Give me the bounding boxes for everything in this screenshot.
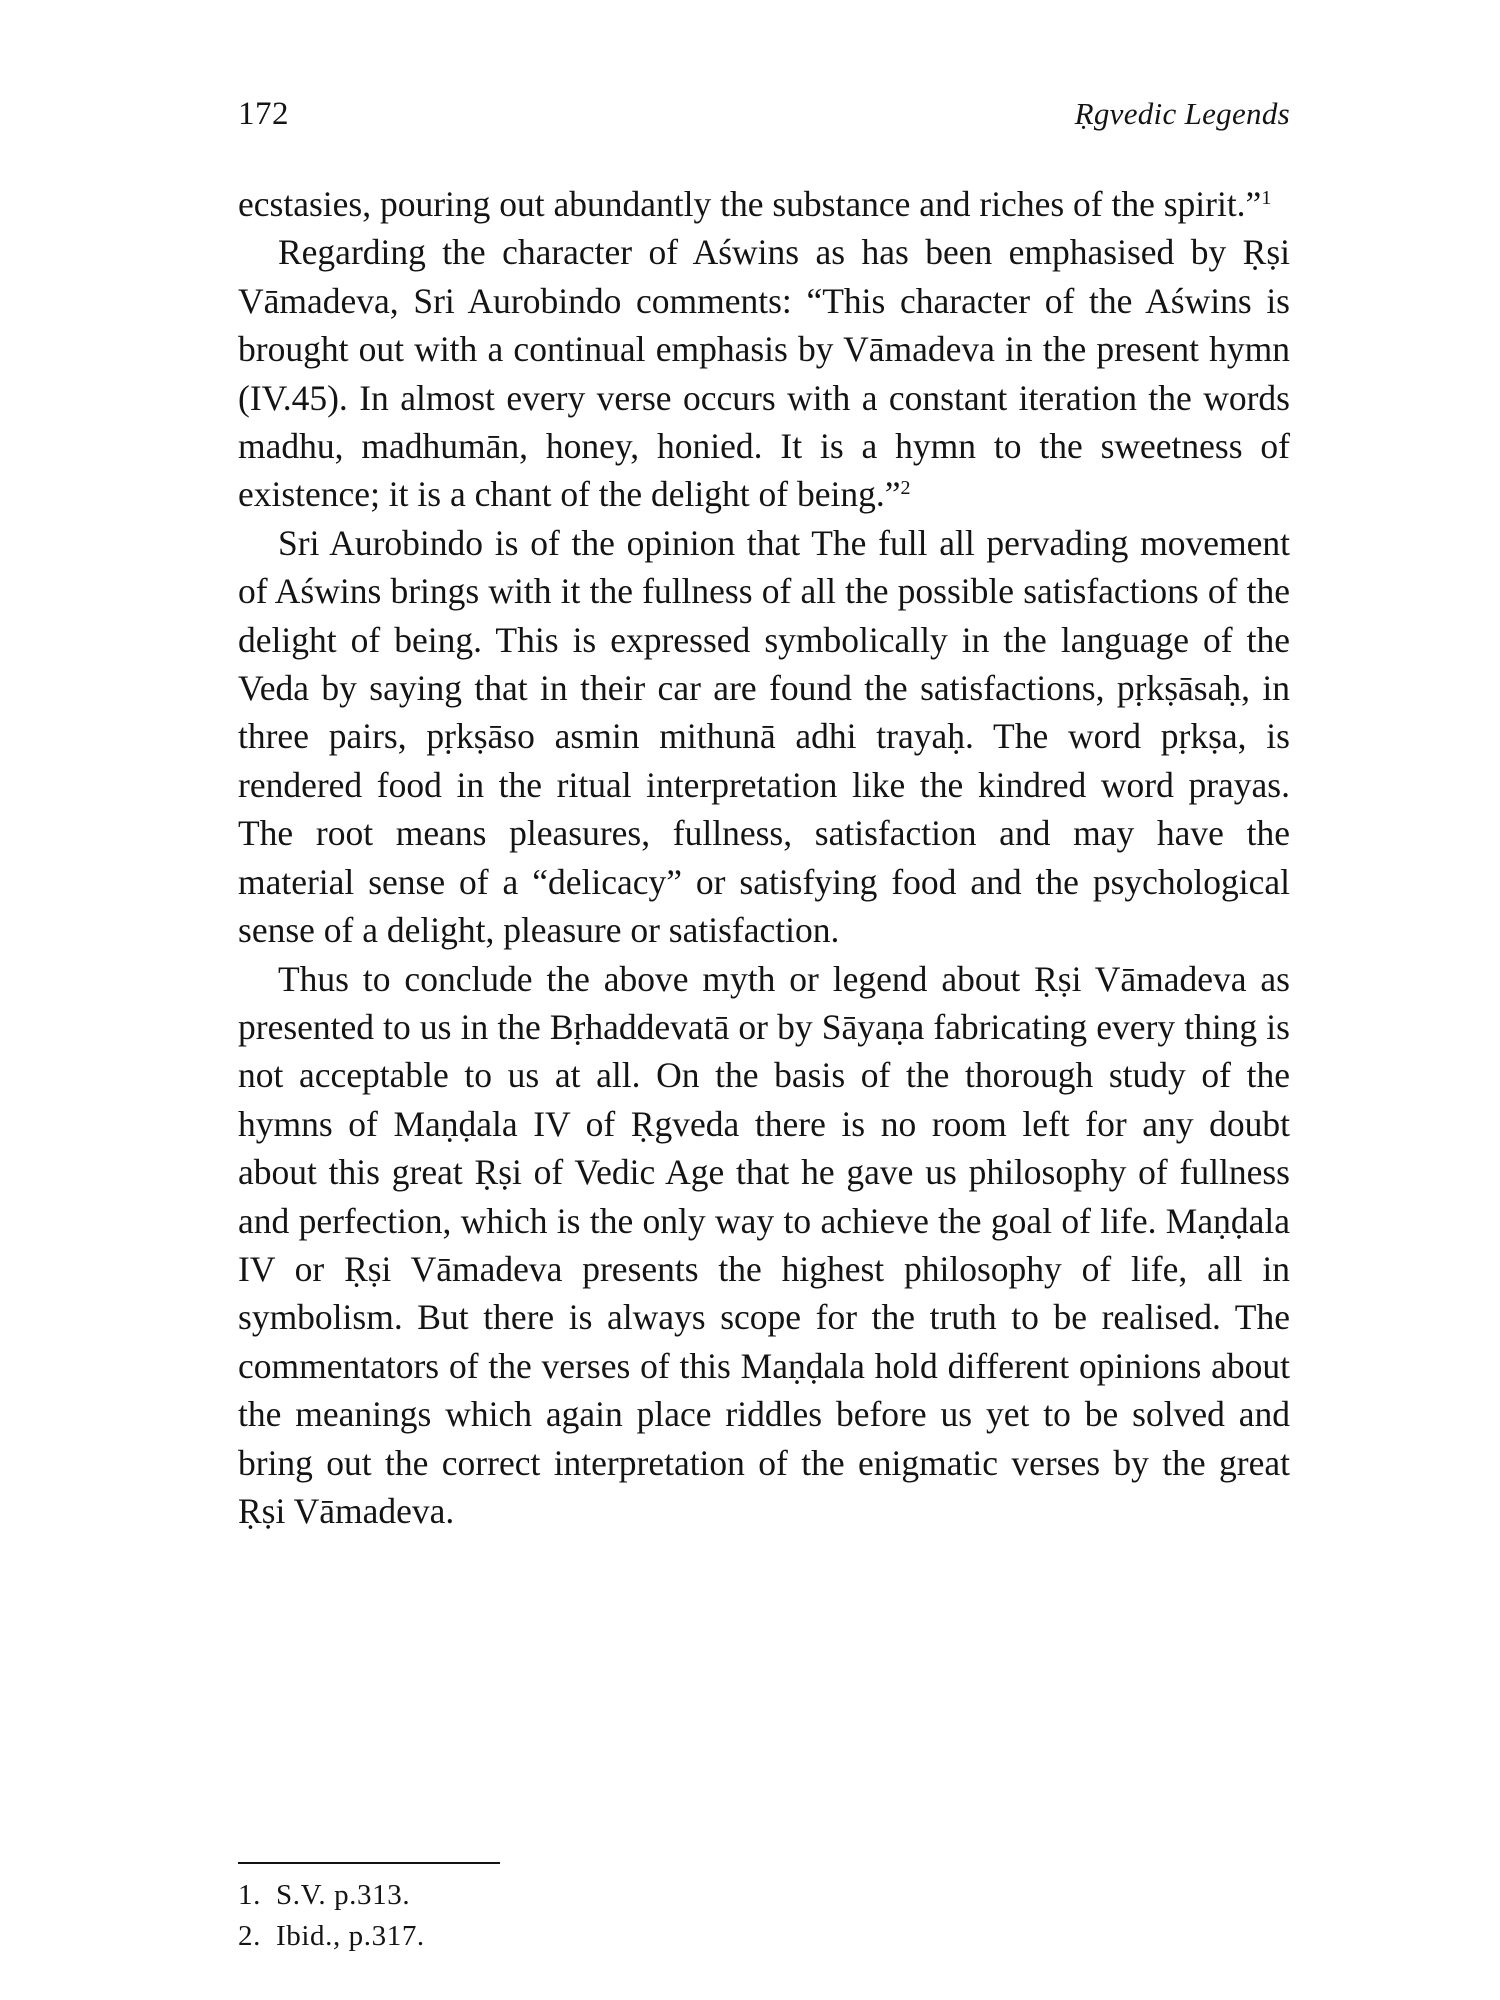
footnotes — [238, 1875, 425, 1957]
paragraph-aswins-character — [238, 228, 1290, 518]
page-number: 172 — [238, 96, 289, 132]
paragraph-continuation — [238, 180, 1290, 228]
paragraph-text: Sri Aurobindo is of the opinion that The full all pervading movement of Aświns brings with it the fullness of all the possible satisfactions of the delight of being. This is expressed symbolically in the language of the Veda by saying that in their car are found the satisfactions, pṛkṣāsaḥ, in three pairs, pṛkṣāso asmin mithunā adhi trayaḥ. The word pṛkṣa, is rendered food in the ritual interpretation like the kindred word prayas. The root means pleasures, fullness, satisfaction and may have the material sense of a “delicacy” or satisfying food and the psychological sense of a delight, pleasure or satisfaction. — [238, 522, 1290, 951]
footnote-number: 2. — [238, 1920, 261, 1952]
paragraph-aurobindo-opinion — [238, 519, 1290, 955]
footnote-marker: 1 — [1261, 187, 1272, 209]
paragraph-text: Thus to conclude the above myth or legend about Ṛṣi Vāmadeva as presented to us in the Bṛhaddevatā or by Sāyaṇa fabricating every thing is not acceptable to us at all. On the basis of the thorough study of the hymns of Maṇḍala IV of Ṛgveda there is no room left for any doubt about this great Ṛṣi of Vedic Age that he gave us philosophy of fullness and perfection, which is the only way to achieve the goal of life. Maṇḍala IV or Ṛṣi Vāmadeva presents the highest philosophy of life, all in symbolism. But there is always scope for the truth to be realised. The commentators of the verses of this Maṇḍala hold different opinions about the meanings which again place riddles before us yet to be solved and bring out the correct interpretation of the enigmatic verses by the great Ṛṣi Vāmadeva. — [238, 958, 1290, 1531]
footnote-text: S.V. p.313. — [276, 1879, 411, 1911]
running-head — [238, 96, 1290, 146]
paragraph-conclusion — [238, 955, 1290, 1536]
book-title: Ṛgvedic Legends — [1074, 96, 1290, 131]
footnote-text: Ibid., p.317. — [276, 1920, 425, 1952]
footnote-rule — [238, 1862, 500, 1864]
paragraph-text: Regarding the character of Aświns as has been emphasised by Ṛṣi Vāmadeva, Sri Aurobindo comments: “This character of the Aświns is brought out with a continual emphasis by Vāmadeva in the present hymn (IV.45). In almost every verse occurs with a constant iteration the words madhu, madhumān, honey, honied. It is a hymn to the sweetness of existence; it is a chant of the delight of being.” — [238, 232, 1290, 515]
footnote-item — [238, 1916, 425, 1957]
footnote-number: 1. — [238, 1879, 261, 1911]
footnote-marker: 2 — [900, 477, 911, 500]
paragraph-text: ecstasies, pouring out abundantly the substance and riches of the spirit.” — [238, 184, 1262, 224]
body-text — [238, 180, 1290, 1535]
footnote-item — [238, 1875, 425, 1916]
